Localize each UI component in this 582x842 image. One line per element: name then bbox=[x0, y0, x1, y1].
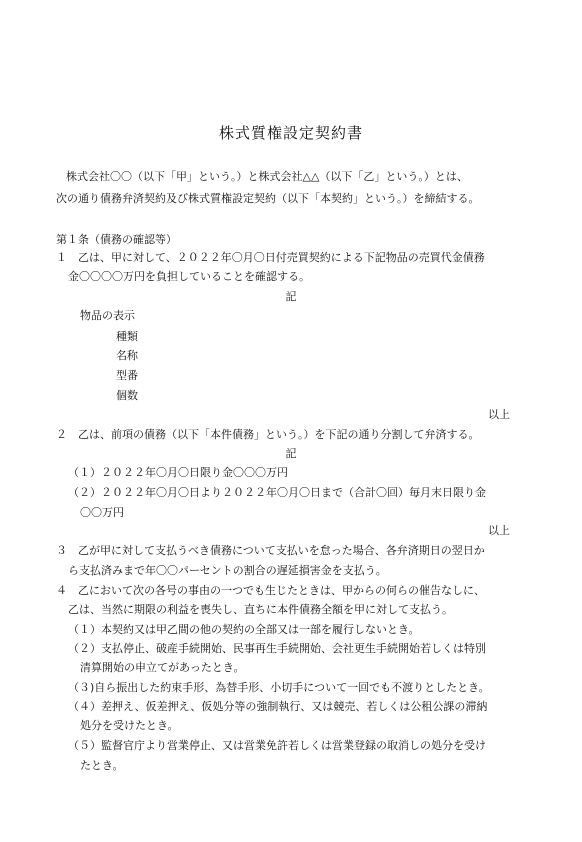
preamble-line-1: 株式会社〇〇（以下「甲」という。）と株式会社△△（以下「乙」という。）とは、 bbox=[66, 170, 468, 183]
event-1: （１）本契約又は甲乙間の他の契約の全部又は一部を履行しないとき。 bbox=[68, 623, 420, 636]
event-4-line-1: （４）差押え、仮差押え、仮処分等の強制執行、又は競売、若しくは公租公課の滞納 bbox=[68, 700, 488, 713]
document-title: 株式質権設定契約書 bbox=[218, 124, 363, 142]
event-2-line-2: 清算開始の申立てがあったとき。 bbox=[80, 661, 245, 674]
event-2-line-1: （２）支払停止、破産手続開始、民事再生手続開始、会社更生手続開始若しくは特別 bbox=[68, 642, 486, 655]
article1-para4-line-2: 乙は、当然に期限の利益を喪失し、直ちに本件債務全額を甲に対して支払う。 bbox=[68, 603, 453, 616]
article1-para1-line-1: １ 乙は、甲に対して、２０２２年〇月〇日付売買契約による下記物品の売買代金債務 bbox=[56, 251, 485, 264]
event-4-line-2: 処分を受けたとき。 bbox=[80, 719, 179, 732]
article1-para4-line-1: ４ 乙において次の各号の事由の一つでも生じたときは、甲からの何らの催告なしに、 bbox=[56, 584, 485, 597]
goods-header: 物品の表示 bbox=[80, 309, 135, 322]
article1-para3-line-2: ら支払済みまで年〇〇パーセントの割合の遅延損害金を支払う。 bbox=[68, 564, 387, 577]
preamble-line-2: 次の通り債務弁済契約及び株式質権設定契約（以下「本契約」という。）を締結する。 bbox=[56, 192, 480, 205]
installment-2-line-1: （２）２０２２年〇月〇日より２０２２年〇月〇日まで（合計〇回）毎月末日限り金 bbox=[68, 486, 486, 499]
ki-label: 記 bbox=[285, 290, 297, 303]
goods-item-model: 型番 bbox=[116, 369, 138, 382]
installment-2-line-2: 〇〇万円 bbox=[80, 506, 124, 519]
ki-label-2: 記 bbox=[285, 447, 297, 460]
event-5-line-1: （５）監督官庁より営業停止、又は営業免許若しくは営業登録の取消しの処分を受け bbox=[68, 739, 486, 752]
event-5-line-2: たとき。 bbox=[80, 759, 124, 772]
article1-heading: 第１条（債務の確認等） bbox=[56, 233, 177, 246]
ijou-label: 以上 bbox=[488, 408, 510, 421]
article1-para2: ２ 乙は、前項の債務（以下「本件債務」という。）を下記の通り分割して弁済する。 bbox=[56, 428, 480, 441]
article1-para3-line-1: ３ 乙が甲に対して支払うべき債務について支払いを怠った場合、各弁済期日の翌日か bbox=[56, 544, 485, 557]
article1-para1-line-2: 金〇〇〇〇万円を負担していることを確認する。 bbox=[68, 270, 310, 283]
goods-item-name: 名称 bbox=[116, 349, 138, 362]
goods-item-type: 種類 bbox=[116, 330, 138, 343]
event-3: （３)自ら振出した約束手形、為替手形、小切手について一回でも不渡りとしたとき。 bbox=[68, 681, 490, 694]
installment-1: （１）２０２２年〇月〇日限り金〇〇〇万円 bbox=[68, 466, 288, 479]
ijou-label-2: 以上 bbox=[488, 524, 510, 537]
goods-item-quantity: 個数 bbox=[116, 389, 138, 402]
